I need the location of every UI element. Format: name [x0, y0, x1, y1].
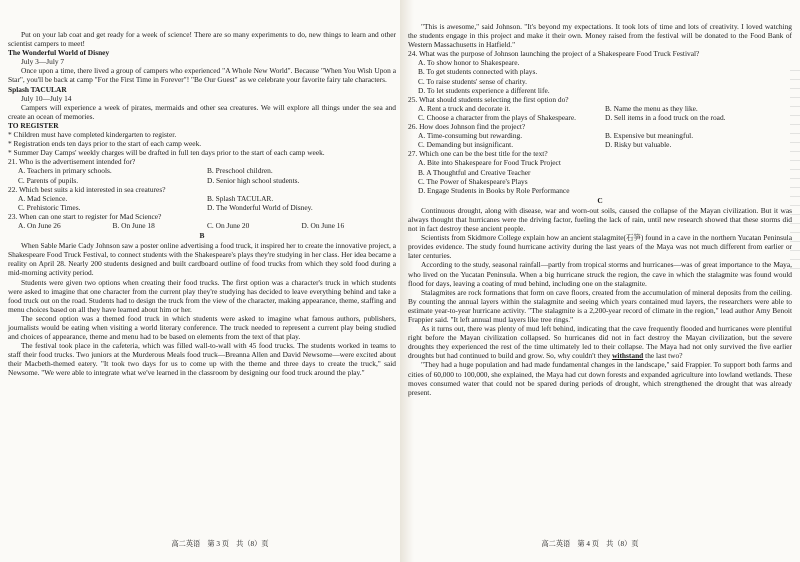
underlined-word: withstand: [612, 351, 644, 361]
passage-c-paragraph: Continuous drought, along with disease, war and worn-out soils, caused the collapse of the Mayan civilization. But it was always thought that hurricanes were the driving factor, fueling the lack of rain, until new research showed that these storms did not in fact destroy these ancient people.: [408, 205, 792, 234]
section-b-heading: B: [199, 231, 205, 241]
camp2-desc: Campers will experience a week of pirates, mermaids and other sea creatures. We will explore all things under the sea and create an ocean of memories.: [8, 102, 396, 121]
option-22c: C. Prehistoric Times.: [18, 202, 81, 212]
option-25a: A. Rent a truck and decorate it.: [418, 103, 511, 113]
section-c-heading: C: [597, 195, 603, 205]
passage-b-paragraph: When Sable Marie Cady Johnson saw a poster online advertising a food truck, it inspired her to create the innovative project, a Shakespeare Food Truck Festival, to connect students with the Shakespeare's plays they're studying in her class. Her idea became a reality on April 28. Nearly 200 students designed and built cardboard outline of food trucks from which they sold food during a mid-morning activity period.: [8, 241, 396, 278]
option-21c: C. Parents of pupils.: [18, 175, 79, 185]
option-21d: D. Senior high school students.: [207, 175, 300, 185]
option-26d: D. Risky but valuable.: [605, 140, 672, 150]
passage-b-paragraph: Students were given two options when creating their food trucks. The first option was a character's truck in which students were asked to imagine that one character from the current play they're studying has decided to leave everything behind and take a food truck out on the road. Students had to design the truck from the view of the character, making appearance, theme, staffing and menu choices based on all they have learned about him or her.: [8, 277, 396, 314]
camp2-title: Splash TACULAR: [8, 84, 67, 94]
paragraph-text: As it turns out, there was plenty of mud left behind, indicating that the cave frequently flooded and hurricanes were plentiful right before the Mayan civilization collapsed. So hurricanes did not in fact destroy the Mayan civilization, but the severe droughts they experienced the rest of the time ultimately led to their collapse. The Maya had not only survived the five earlier droughts but had continued to build and grow. So, why couldn't they: [408, 324, 792, 361]
camp1-dates: July 3—July 7: [21, 57, 65, 67]
register-rule: * Registration ends ten days prior to the start of each camp week.: [8, 139, 202, 149]
option-24c: C. To raise students' sense of charity.: [418, 76, 527, 86]
option-27a: A. Bite into Shakespeare for Food Truck Project: [418, 158, 561, 168]
option-26c: C. Demanding but insignificant.: [418, 140, 514, 150]
left-page-footer: 高二英语 第 3 页 共（8）页: [171, 540, 269, 548]
passage-b-paragraph: "This is awesome," said Johnson. "It's beyond my expectations. It took lots of time and lots of creativity. I loved watching the students engage in this project and make it their own. Money raised from the festival will be donated to the Food Bank of Western Massachusetts in Hatfield.": [408, 22, 792, 50]
option-27b: B. A Thoughtful and Creative Teacher: [418, 167, 531, 177]
passage-b-paragraph: The second option was a themed food truck in which students were asked to imagine what famous authors, publishers, journalists would be eating when visiting a world literary conference. The truck needed to represent a current play being studied and choices of appearance, theme and menu had to be based on elements from the text of that play.: [8, 313, 396, 342]
option-22b: B. Splash TACULAR.: [207, 193, 274, 203]
question-24: 24. What was the purpose of Johnson launching the project of a Shakespeare Food Truck Festival?: [408, 49, 700, 59]
intro-text: Put on your lab coat and get ready for a week of science! There are so many experiments to do, new things to learn and other scientist campers to meet!: [8, 30, 396, 49]
passage-c-paragraph: Scientists from Skidmore College explain how an ancient stalagmite(石笋) found in a cave in the northern Yucatan Peninsula provides evidence. The study found hurricane activity during the last years of the Maya was not much different from earlier or later centuries.: [408, 233, 792, 261]
question-23: 23. When can one start to register for Mad Science?: [8, 211, 162, 221]
option-25d: D. Sell items in a food truck on the road.: [605, 112, 726, 122]
option-24d: D. To let students experience a different life.: [418, 85, 550, 95]
right-page: [408, 22, 792, 397]
option-23c: C. On June 20: [207, 220, 250, 230]
question-25: 25. What should students selecting the first option do?: [408, 94, 569, 104]
option-21b: B. Preschool children.: [207, 166, 273, 176]
camp1-title: The Wonderful World of Disney: [8, 48, 110, 58]
register-title: TO REGISTER: [8, 120, 59, 130]
register-rule: * Children must have completed kindergarten to register.: [8, 130, 177, 140]
camp1-desc: Once upon a time, there lived a group of campers who experienced "A Whole New World". Because "When You Wish Upon a Star", you'll be back at camp "For the First Time in Forever"! "Be Our Guest" as we celebrate your favorite fairy tale characters.: [8, 66, 396, 85]
option-26b: B. Expensive but meaningful.: [605, 131, 694, 141]
option-27d: D. Engage Students in Books by Role Performance: [418, 185, 570, 195]
option-26a: A. Time-consuming but rewarding.: [418, 131, 523, 141]
camp2-dates: July 10—July 14: [21, 93, 72, 103]
option-21a: A. Teachers in primary schools.: [18, 166, 112, 176]
question-26: 26. How does Johnson find the project?: [408, 122, 526, 132]
register-rule: * Summer Day Camps' weekly charges will be drafted in full ten days prior to the start of each camp week.: [8, 148, 325, 158]
option-23d: D. On June 16: [301, 220, 345, 230]
left-page: [8, 30, 396, 378]
option-24a: A. To show honor to Shakespeare.: [418, 58, 520, 68]
passage-c-paragraph: Stalagmites are rock formations that form on cave floors, created from the accumulation of mineral deposits from the ceiling. By counting the annual layers within the stalagmite and seeing which years contained mud layers, the researchers were able to estimate year-to-year hurricane activity. "The stalagmite is a 2,200-year record of climate in the region," lead author Amy Benoit Frappier said. "It left annual mud layers like tree rings.": [408, 287, 792, 324]
option-25c: C. Choose a character from the plays of Shakespeare.: [418, 112, 577, 122]
passage-b-paragraph: The festival took place in the cafeteria, which was filled wall-to-wall with 45 food trucks. The students worked in teams to staff their food trucks. Two juniors at the Murderous Meals food truck—Breanna Allen and David Newsome—were excited about their Macbeth-themed eatery. "It took two days for us to come up with the theme and three days to create the truck," said Newsome. "We were able to integrate what we've learned in the classroom by designing our food truck around the play.": [8, 341, 396, 378]
right-page-footer: 高二英语 第 4 页 共（8）页: [541, 540, 639, 548]
option-23b: B. On June 18: [112, 220, 155, 230]
option-27c: C. The Power of Shakespeare's Plays: [418, 176, 528, 186]
passage-c-paragraph: According to the study, seasonal rainfall—partly from tropical storms and hurricanes—was of great importance to the Maya, who lived on the Yucatan Peninsula. When a big hurricane struck the region, the cave in which the stalagmite was found would flood for days, leaving a coating of mud behind, including one on the stalagmite.: [408, 260, 792, 288]
option-23a: A. On June 26: [18, 220, 61, 230]
passage-c-paragraph: [408, 324, 792, 360]
option-24b: B. To get students connected with plays.: [418, 67, 538, 77]
passage-c-paragraph: "They had a huge population and had made fundamental changes in the landscape," said Frappier. To support both farms and cities of 60,000 to 100,000, she explained, the Maya had cut down forests and expanded agriculture into lowland wetlands. These moves consumed water that could not be spared during periods of drought, which strengthened the drought that was already present.: [408, 360, 792, 397]
paragraph-text: the last two?: [643, 351, 683, 361]
question-22: 22. Which best suits a kid interested in sea creatures?: [8, 184, 166, 194]
question-27: 27. Which one can be the best title for the text?: [408, 149, 548, 159]
question-21: 21. Who is the advertisement intended for?: [8, 157, 136, 167]
option-25b: B. Name the menu as they like.: [605, 103, 698, 113]
option-22a: A. Mad Science.: [18, 193, 68, 203]
option-22d: D. The Wonderful World of Disney.: [207, 202, 313, 212]
